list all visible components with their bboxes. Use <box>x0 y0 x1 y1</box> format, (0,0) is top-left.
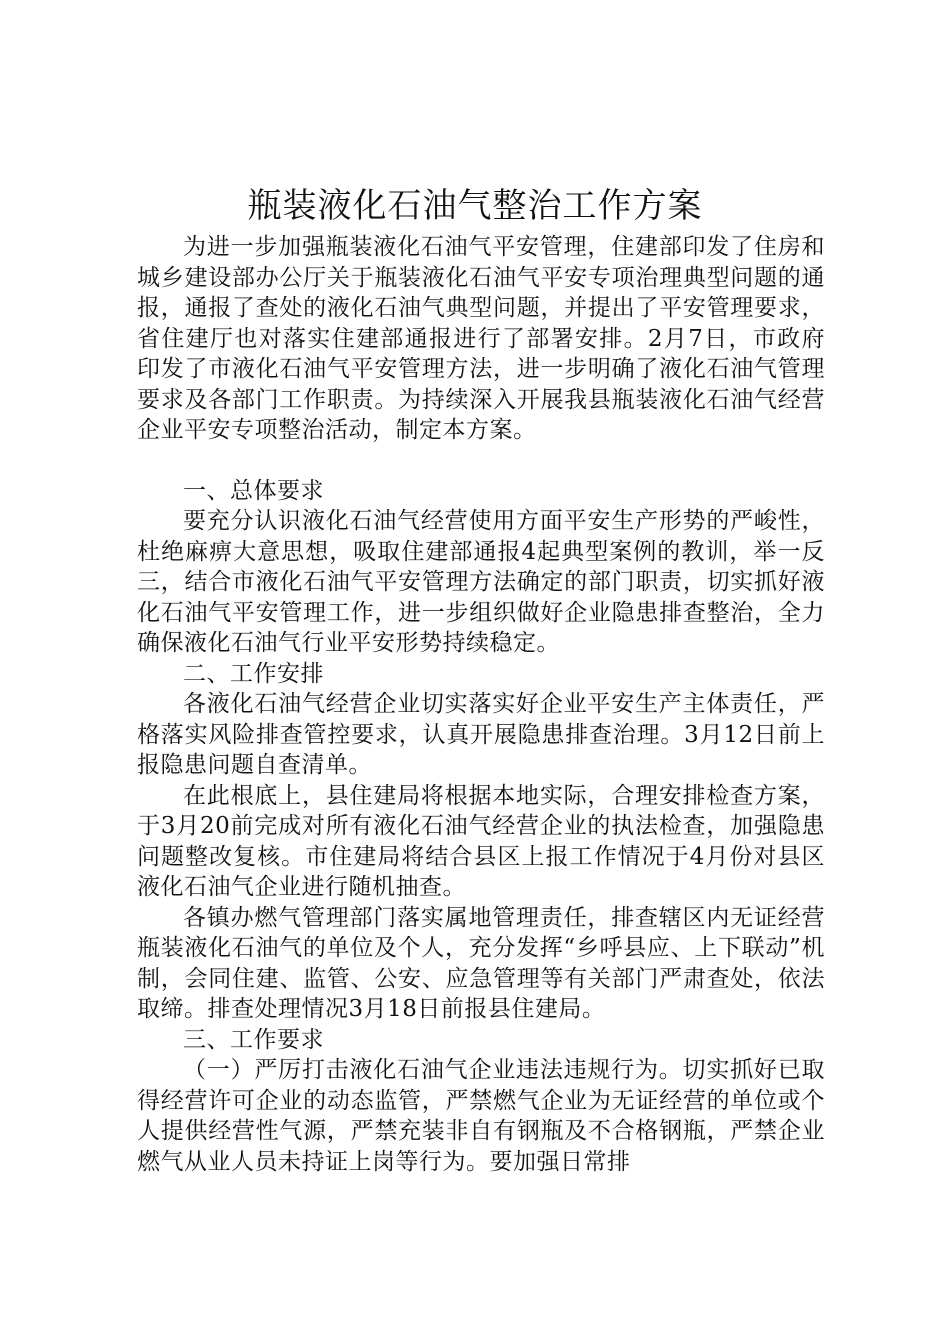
general-requirements-paragraph: 要充分认识液化石油气经营使用方面平安生产形势的严峻性，杜绝麻痹大意思想，吸取住建部通报4起典型案例的教训，举一反三，结合市液化石油气平安管理方法确定的部门职责，切实抓好液化石油气平安管理工作，进一步组织做好企业隐患排查整治，全力确保液化石油气行业平安形势持续稳定。 <box>137 508 825 656</box>
document-title: 瓶装液化石油气整治工作方案 <box>247 186 703 226</box>
section-heading-work-arrangement: 二、工作安排 <box>183 660 324 687</box>
work-arrangement-paragraph-1: 各液化石油气经营企业切实落实好企业平安生产主体责任，严格落实风险排查管控要求，认真开展隐患排查治理。3月12日前上报隐患问题自查清单。 <box>137 691 825 778</box>
section-heading-work-requirements: 三、工作要求 <box>183 1026 324 1053</box>
paragraph-gap <box>137 446 825 476</box>
work-arrangement-paragraph-3: 各镇办燃气管理部门落实属地管理责任，排查辖区内无证经营瓶装液化石油气的单位及个人，充分发挥“乡呼县应、上下联动”机制，会同住建、监管、公安、应急管理等有关部门严肃查处，依法取缔。排查处理情况3月18日前报县住建局。 <box>137 904 825 1022</box>
section-heading-general-requirements: 一、总体要求 <box>183 477 324 504</box>
intro-paragraph: 为进一步加强瓶装液化石油气平安管理，住建部印发了住房和城乡建设部办公厅关于瓶装液化石油气平安专项治理典型问题的通报，通报了查处的液化石油气典型问题，并提出了平安管理要求，省住建厅也对落实住建部通报进行了部署安排。2月7日，市政府印发了市液化石油气平安管理方法，进一步明确了液化石油气管理要求及各部门工作职责。为持续深入开展我县瓶装液化石油气经营企业平安专项整治活动，制定本方案。 <box>137 234 825 443</box>
work-arrangement-paragraph-2: 在此根底上，县住建局将根据本地实际，合理安排检查方案，于3月20前完成对所有液化石油气经营企业的执法检查，加强隐患问题整改复核。市住建局将结合县区上报工作情况于4月份对县区液化石油气企业进行随机抽查。 <box>137 782 825 900</box>
work-requirements-paragraph-1: （一）严厉打击液化石油气企业违法违规行为。切实抓好已取得经营许可企业的动态监管，严禁燃气企业为无证经营的单位或个人提供经营性气源，严禁充装非自有钢瓶及不合格钢瓶，严禁企业燃气从业人员未持证上岗等行为。要加强日常排 <box>137 1057 825 1175</box>
document-body <box>137 232 825 1177</box>
